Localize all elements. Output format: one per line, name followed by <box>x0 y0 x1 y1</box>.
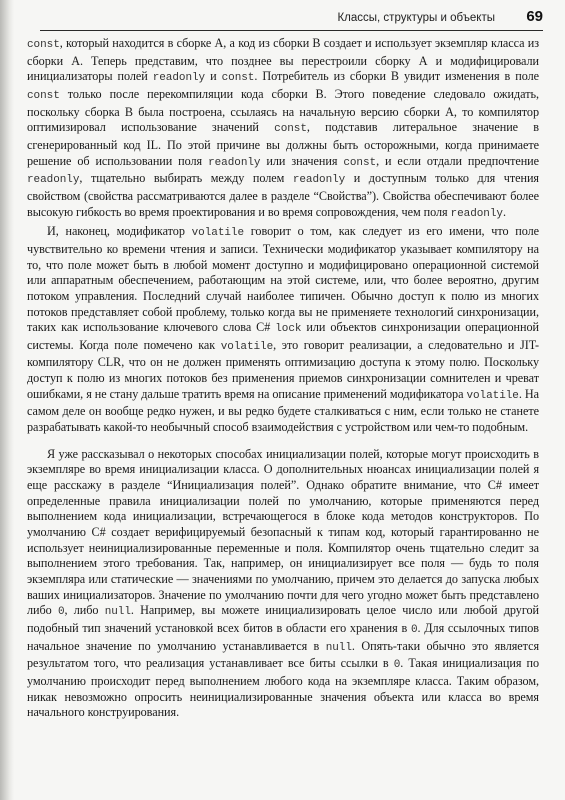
code-keyword: const <box>27 89 60 102</box>
text-run: , подставив литеральное значение в сгенерированный код IL. По этой причине вы должны быть осторожными, когда принимаете решение об использовании поля <box>27 120 539 168</box>
text-run: . Для ссылочных типов начальное значение по умолчанию устанавливается в <box>27 620 539 653</box>
paragraph <box>27 447 539 721</box>
text-run: , и если отдали предпочтение <box>376 153 540 168</box>
code-keyword: readonly <box>450 207 503 220</box>
code-keyword: const <box>274 123 307 136</box>
code-keyword: null <box>104 606 131 619</box>
body-text <box>27 36 539 721</box>
text-run: . На самом деле он вообще редко нужен, и вы редко будете сталкиваться с ним, если только не станете разрабатывать какой-то необычный способ взаимодействия с устройством или чем-то подобным. <box>27 386 539 435</box>
text-run: , либо <box>64 603 105 618</box>
text-run: только после перекомпиляции кода сборки В. Этого поведение следовало ожидать, поскольку сборка В была построена, ссылаясь на начальную версию сборки А, то компилятор оптимизировал использование значений <box>27 86 539 135</box>
text-run: или объектов синхронизации операционной системы. Когда поле помечено как <box>27 320 539 352</box>
code-keyword: readonly <box>292 174 346 187</box>
code-keyword: 0 <box>393 659 401 672</box>
text-run: и <box>205 69 222 84</box>
code-keyword: readonly <box>27 174 80 187</box>
code-keyword: volatile <box>220 340 274 353</box>
paragraph <box>27 224 539 436</box>
code-keyword: readonly <box>208 156 261 169</box>
text-run: или значения <box>260 153 344 168</box>
code-keyword: const <box>343 156 377 169</box>
code-keyword: 0 <box>410 623 418 636</box>
page-number: 69 <box>526 8 543 25</box>
code-keyword: null <box>325 641 352 654</box>
binding-shadow <box>0 0 14 800</box>
text-run: Я уже рассказывал о некоторых способах инициализации полей, которые могут происходить в экземпляре во время инициализации класса. О дополнительных нюансах инициализации полей я еще расскажу в разделе “Инициализация полей”. Однако обратите внимание, что C# имеет определенные правила инициализации полей по умолчанию, которые применяются перед выполнением кода инициализации, встречающегося в блоке кода методов конструкторов. По умолчанию C# создает верифицируемый безопасный к типам код, который гарантированно не использует неинициализированные переменные и поля. Компилятор очень тщательно следит за выполнением этого требования. Так, например, он инициализирует все поля — будь то поля экземпляра или статические — значениями по умолчанию, причем это делается до запуска любых ваших инициализаторов. Значение по умолчанию почти для чего угодно может быть представлено либо <box>27 446 539 618</box>
running-header <box>40 8 543 31</box>
code-keyword: volatile <box>466 389 519 402</box>
code-keyword: lock <box>275 323 302 336</box>
text-run: . Такая инициализация по умолчанию происходит перед выполнением любого кода на экземпляре класса. Таким образом, никак невозможно опросить неинициализированные значения объекта или класса во время начального конструирования. <box>27 656 539 720</box>
running-header-title: Классы, структуры и объекты <box>337 12 495 24</box>
text-run: . Например, вы можете инициализировать целое число или любой другой подобный тип значений установкой всех битов в области его хранения в <box>27 603 539 635</box>
text-run: . Потребитель из сборки В увидит изменения в поле <box>254 69 539 84</box>
code-keyword: readonly <box>152 72 206 85</box>
text-run: , тщательно выбирать между полем <box>79 171 293 186</box>
text-run: и доступным только для чтения свойством (свойства рассматриваются далее в разделе “Свойства”). Свойства обеспечивают более высокую гибкость во время проектирования и во время сопровождения, чем поля <box>27 171 539 219</box>
text-run: , это говорит реализации, а следовательно и JIT-компилятору CLR, что он не должен применять оптимизацию доступа к этому полю. Поскольку доступ к полю из многих потоков без применения приемов синхронизации сомнителен и чреват ошибками, я не стану дальше тратить время на описание применений модификатора <box>27 337 539 401</box>
text-run: , который находится в сборке А, а код из сборки В создает и использует экземпляр класса из сборки А. Теперь представим, что позднее вы перестроили сборку А и модифицировали инициализаторы полей <box>27 36 539 84</box>
code-keyword: 0 <box>57 606 65 619</box>
code-keyword: const <box>27 39 60 51</box>
code-keyword: volatile <box>191 227 245 240</box>
text-run: . Опять-таки обычно это является результатом того, что реализация устанавливает все биты ссылки в <box>27 638 540 671</box>
text-run: . <box>502 204 506 219</box>
paragraph <box>27 36 539 222</box>
text-run: И, наконец, модификатор <box>47 224 192 239</box>
text-run: говорит о том, как следует из его имени, что поле чувствительно ко времени чтения и записи. Технически модификатор указывает компилятору на то, что поле может быть в любой момент доступно и модифицировано операционной системой или аппаратным обеспечением, работающим на этой системе, или, что более вероятно, другим потоком управления. Последний случай наиболее типичен. Обычно доступ к полю из многих потоков представляет собой проблему, только когда вы не применяете технологий синхронизации, таких как использование ключевого слова C# <box>27 224 539 335</box>
code-keyword: const <box>221 72 255 85</box>
